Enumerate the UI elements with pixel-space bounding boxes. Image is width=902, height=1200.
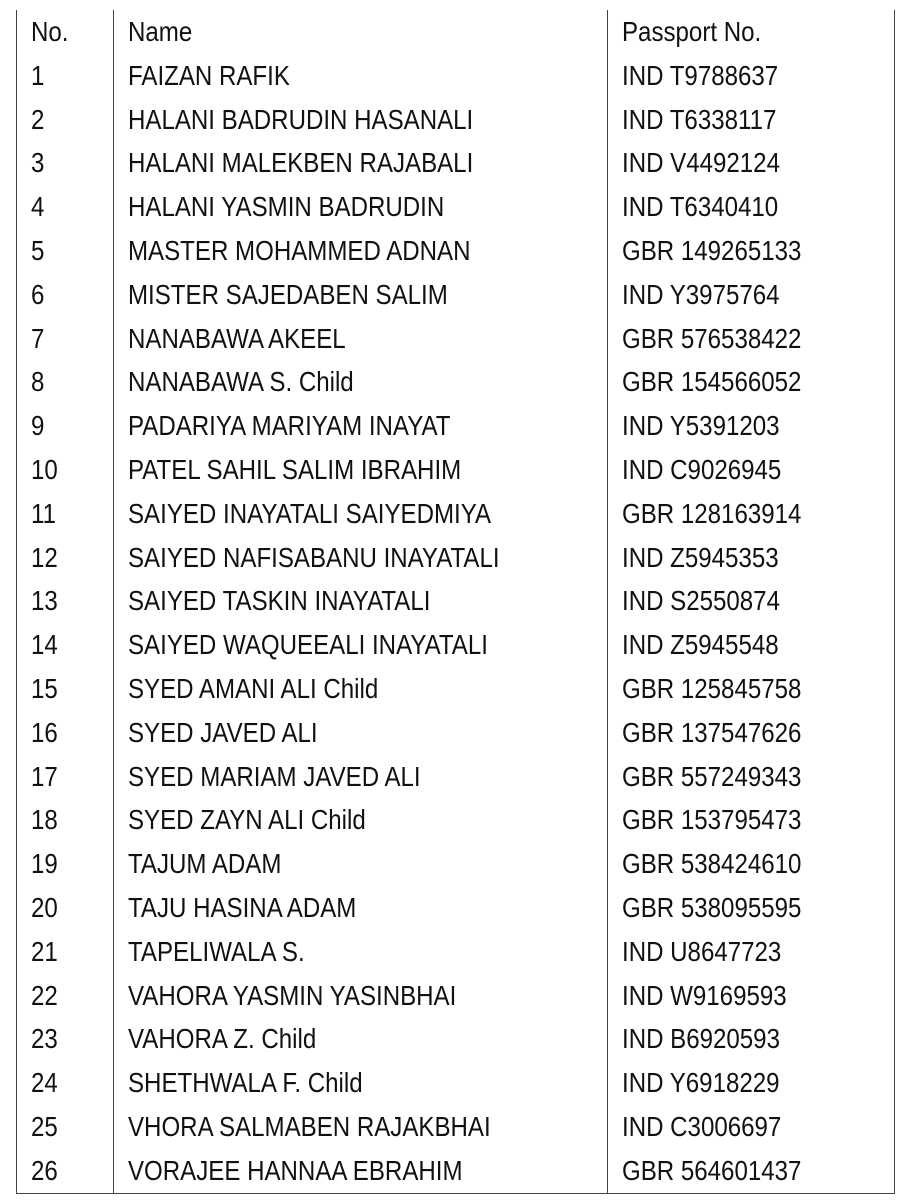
column-header-no-label: No. <box>31 16 69 47</box>
passport-number-cell <box>608 755 895 799</box>
passenger-name-cell <box>114 404 608 448</box>
passenger-name-cell <box>114 842 608 886</box>
passport-number-cell-text: IND C9026945 <box>622 454 782 486</box>
row-number-cell-text: 1 <box>31 59 45 91</box>
table-body <box>17 54 895 1193</box>
passport-number-cell-text: GBR 576538422 <box>622 322 802 354</box>
column-header-passport-label: Passport No. <box>622 16 762 47</box>
row-number-cell-text: 13 <box>31 585 58 617</box>
passenger-name-cell <box>114 54 608 98</box>
passenger-name-cell-text: PATEL SAHIL SALIM IBRAHIM <box>128 454 462 486</box>
passport-number-cell-text: IND Y6918229 <box>622 1067 780 1099</box>
row-number-cell-text: 22 <box>31 979 58 1011</box>
table-row <box>17 448 895 492</box>
passport-number-cell-text: IND Y3975764 <box>622 278 780 310</box>
passport-number-cell-text: IND B6920593 <box>622 1023 780 1055</box>
row-number-cell <box>17 361 114 405</box>
passenger-name-cell-text: SYED AMANI ALI Child <box>128 673 379 705</box>
passport-number-cell <box>608 667 895 711</box>
row-number-cell <box>17 185 114 229</box>
table-row <box>17 930 895 974</box>
passport-number-cell-text: GBR 154566052 <box>622 366 802 398</box>
passenger-name-cell-text: HALANI BADRUDIN HASANALI <box>128 103 474 135</box>
passenger-name-cell-text: SAIYED TASKIN INAYATALI <box>128 585 431 617</box>
passport-number-cell <box>608 1105 895 1149</box>
passenger-name-cell-text: TAPELIWALA S. <box>128 935 305 967</box>
passport-number-cell-text: GBR 538095595 <box>622 892 802 924</box>
row-number-cell-text: 7 <box>31 322 45 354</box>
passport-number-cell-text: IND Z5945548 <box>622 629 779 661</box>
passenger-name-cell-text: PADARIYA MARIYAM INAYAT <box>128 410 451 442</box>
passenger-name-cell-text: HALANI YASMIN BADRUDIN <box>128 191 445 223</box>
passport-number-cell <box>608 54 895 98</box>
passport-number-cell <box>608 799 895 843</box>
passenger-name-cell <box>114 1105 608 1149</box>
passenger-name-cell <box>114 273 608 317</box>
row-number-cell-text: 17 <box>31 760 58 792</box>
passport-number-cell <box>608 1149 895 1193</box>
passport-number-cell-text: IND C3006697 <box>622 1111 782 1143</box>
passenger-name-cell <box>114 623 608 667</box>
table-row <box>17 273 895 317</box>
table-row <box>17 580 895 624</box>
passenger-name-cell-text: VAHORA Z. Child <box>128 1023 317 1055</box>
row-number-cell <box>17 1061 114 1105</box>
passenger-name-cell <box>114 580 608 624</box>
passenger-name-cell <box>114 536 608 580</box>
passenger-name-cell <box>114 1018 608 1062</box>
row-number-cell-text: 3 <box>31 147 45 179</box>
row-number-cell <box>17 142 114 186</box>
passport-number-cell-text: IND Z5945353 <box>622 541 779 573</box>
table-row <box>17 492 895 536</box>
passport-number-cell <box>608 185 895 229</box>
row-number-cell-text: 15 <box>31 673 58 705</box>
passport-number-cell-text: IND V4492124 <box>622 147 780 179</box>
passport-number-cell-text: IND T6340410 <box>622 191 779 223</box>
table-row <box>17 842 895 886</box>
passenger-name-cell <box>114 667 608 711</box>
row-number-cell <box>17 229 114 273</box>
passport-number-cell-text: GBR 128163914 <box>622 497 802 529</box>
passenger-name-cell-text: VHORA SALMABEN RAJAKBHAI <box>128 1111 491 1143</box>
passenger-name-cell-text: SAIYED WAQUEEALI INAYATALI <box>128 629 488 661</box>
row-number-cell <box>17 930 114 974</box>
passenger-name-cell <box>114 974 608 1018</box>
row-number-cell <box>17 273 114 317</box>
passport-number-cell <box>608 842 895 886</box>
table-row <box>17 536 895 580</box>
passport-number-cell-text: GBR 557249343 <box>622 760 802 792</box>
passenger-name-cell-text: TAJUM ADAM <box>128 848 282 880</box>
table-row <box>17 229 895 273</box>
passport-number-cell-text: IND U8647723 <box>622 935 782 967</box>
passport-number-cell-text: IND T9788637 <box>622 59 779 91</box>
row-number-cell-text: 18 <box>31 804 58 836</box>
passport-number-cell <box>608 886 895 930</box>
column-header-name <box>114 10 608 54</box>
row-number-cell <box>17 1105 114 1149</box>
passport-number-cell-text: GBR 564601437 <box>622 1154 802 1186</box>
passenger-name-cell <box>114 930 608 974</box>
table-row <box>17 98 895 142</box>
passenger-name-cell-text: VAHORA YASMIN YASINBHAI <box>128 979 457 1011</box>
row-number-cell <box>17 448 114 492</box>
row-number-cell-text: 16 <box>31 716 58 748</box>
row-number-cell-text: 8 <box>31 366 45 398</box>
row-number-cell-text: 12 <box>31 541 58 573</box>
row-number-cell <box>17 1018 114 1062</box>
passenger-name-cell-text: FAIZAN RAFIK <box>128 59 290 91</box>
row-number-cell-text: 11 <box>31 497 57 529</box>
passenger-name-cell <box>114 711 608 755</box>
passenger-name-cell <box>114 755 608 799</box>
passenger-name-cell <box>114 886 608 930</box>
passport-number-cell <box>608 930 895 974</box>
row-number-cell-text: 2 <box>31 103 45 135</box>
row-number-cell <box>17 799 114 843</box>
passport-number-cell-text: GBR 538424610 <box>622 848 802 880</box>
passenger-table <box>16 10 895 1194</box>
passenger-name-cell-text: SYED ZAYN ALI Child <box>128 804 366 836</box>
passenger-list-document <box>0 10 902 1192</box>
passenger-name-cell <box>114 98 608 142</box>
table-row <box>17 317 895 361</box>
passenger-name-cell-text: MISTER SAJEDABEN SALIM <box>128 278 448 310</box>
row-number-cell-text: 24 <box>31 1067 58 1099</box>
passenger-name-cell-text: HALANI MALEKBEN RAJABALI <box>128 147 474 179</box>
passenger-name-cell-text: SYED JAVED ALI <box>128 716 318 748</box>
row-number-cell-text: 19 <box>31 848 58 880</box>
row-number-cell-text: 23 <box>31 1023 58 1055</box>
row-number-cell <box>17 98 114 142</box>
passenger-name-cell <box>114 142 608 186</box>
passenger-name-cell <box>114 492 608 536</box>
row-number-cell-text: 6 <box>31 278 45 310</box>
row-number-cell <box>17 1149 114 1193</box>
passport-number-cell <box>608 1018 895 1062</box>
table-row <box>17 1061 895 1105</box>
passport-number-cell <box>608 1061 895 1105</box>
passport-number-cell <box>608 229 895 273</box>
passport-number-cell <box>608 448 895 492</box>
passenger-name-cell <box>114 799 608 843</box>
passenger-name-cell <box>114 229 608 273</box>
row-number-cell-text: 20 <box>31 892 58 924</box>
passport-number-cell-text: GBR 125845758 <box>622 673 802 705</box>
table-row <box>17 623 895 667</box>
row-number-cell <box>17 974 114 1018</box>
table-row <box>17 667 895 711</box>
passport-number-cell <box>608 404 895 448</box>
row-number-cell-text: 26 <box>31 1154 58 1186</box>
passport-number-cell <box>608 98 895 142</box>
passport-number-cell <box>608 492 895 536</box>
passenger-name-cell-text: SYED MARIAM JAVED ALI <box>128 760 421 792</box>
row-number-cell <box>17 317 114 361</box>
table-row <box>17 1105 895 1149</box>
row-number-cell <box>17 492 114 536</box>
passport-number-cell <box>608 361 895 405</box>
passenger-name-cell <box>114 185 608 229</box>
row-number-cell <box>17 842 114 886</box>
passport-number-cell <box>608 711 895 755</box>
table-header <box>17 10 895 54</box>
row-number-cell-text: 4 <box>31 191 45 223</box>
table-row <box>17 54 895 98</box>
table-row <box>17 142 895 186</box>
passenger-name-cell-text: NANABAWA AKEEL <box>128 322 346 354</box>
row-number-cell <box>17 667 114 711</box>
column-header-no <box>17 10 114 54</box>
header-row <box>17 10 895 54</box>
passenger-name-cell <box>114 361 608 405</box>
column-header-passport <box>608 10 895 54</box>
table-row <box>17 974 895 1018</box>
row-number-cell-text: 21 <box>31 935 58 967</box>
row-number-cell-text: 5 <box>31 235 45 267</box>
passenger-name-cell-text: SHETHWALA F. Child <box>128 1067 363 1099</box>
passenger-name-cell-text: VORAJEE HANNAA EBRAHIM <box>128 1154 463 1186</box>
table-row <box>17 711 895 755</box>
passenger-name-cell <box>114 317 608 361</box>
row-number-cell-text: 25 <box>31 1111 58 1143</box>
passport-number-cell <box>608 273 895 317</box>
passport-number-cell <box>608 580 895 624</box>
passport-number-cell-text: GBR 137547626 <box>622 716 802 748</box>
passenger-name-cell <box>114 1149 608 1193</box>
passport-number-cell <box>608 974 895 1018</box>
passport-number-cell <box>608 142 895 186</box>
passport-number-cell-text: IND W9169593 <box>622 979 787 1011</box>
table-row <box>17 1018 895 1062</box>
passport-number-cell <box>608 317 895 361</box>
passport-number-cell-text: GBR 149265133 <box>622 235 802 267</box>
passport-number-cell <box>608 536 895 580</box>
passenger-name-cell-text: TAJU HASINA ADAM <box>128 892 357 924</box>
passport-number-cell-text: IND T6338117 <box>622 103 777 135</box>
passenger-name-cell <box>114 448 608 492</box>
passport-number-cell-text: GBR 153795473 <box>622 804 802 836</box>
passport-number-cell <box>608 623 895 667</box>
table-row <box>17 185 895 229</box>
row-number-cell <box>17 54 114 98</box>
column-header-name-label: Name <box>128 16 193 47</box>
table-row <box>17 361 895 405</box>
row-number-cell-text: 14 <box>31 629 58 661</box>
table-row <box>17 886 895 930</box>
row-number-cell <box>17 755 114 799</box>
row-number-cell-text: 10 <box>31 454 58 486</box>
passenger-name-cell-text: SAIYED INAYATALI SAIYEDMIYA <box>128 497 492 529</box>
passenger-name-cell-text: SAIYED NAFISABANU INAYATALI <box>128 541 500 573</box>
passport-number-cell-text: IND S2550874 <box>622 585 780 617</box>
row-number-cell <box>17 580 114 624</box>
passenger-name-cell-text: NANABAWA S. Child <box>128 366 354 398</box>
row-number-cell <box>17 711 114 755</box>
table-row <box>17 404 895 448</box>
table-row <box>17 1149 895 1193</box>
row-number-cell-text: 9 <box>31 410 45 442</box>
row-number-cell <box>17 623 114 667</box>
passenger-name-cell-text: MASTER MOHAMMED ADNAN <box>128 235 471 267</box>
table-row <box>17 755 895 799</box>
table-row <box>17 799 895 843</box>
row-number-cell <box>17 886 114 930</box>
passport-number-cell-text: IND Y5391203 <box>622 410 780 442</box>
passenger-name-cell <box>114 1061 608 1105</box>
row-number-cell <box>17 536 114 580</box>
row-number-cell <box>17 404 114 448</box>
